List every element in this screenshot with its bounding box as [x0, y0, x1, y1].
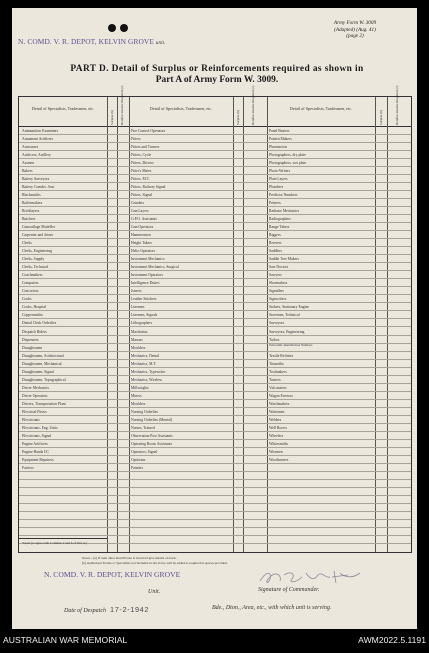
- specialist-name: Painters: [131, 465, 144, 470]
- note-b: (b) Authorised Trades or Specialists not included in list above will be added as required in spaces provided.: [82, 561, 228, 566]
- specialist-name: Riggers: [269, 233, 281, 238]
- specialist-name: Artificers, Artillery: [22, 153, 51, 158]
- reinf-header-1: Reinforcements Required (c): [120, 85, 124, 125]
- reinf-header-3: Reinforcements Required (c): [395, 85, 399, 125]
- specialist-name: Coachmakers: [22, 273, 43, 278]
- table-header-cell: [117, 85, 129, 127]
- specialist-name: Observation Post Assistants: [131, 433, 173, 438]
- despatch-label: Date of Despatch: [64, 608, 106, 614]
- specialist-name: Stokers, Stationary Engine: [269, 305, 310, 310]
- table-row: [19, 143, 411, 151]
- specialist-name: Gun Layers: [131, 209, 149, 214]
- table-row: [19, 319, 411, 327]
- specialist-name: Woodturners: [269, 457, 289, 462]
- table-row: [19, 199, 411, 207]
- totals-row: [19, 538, 107, 552]
- table-row: [19, 512, 411, 520]
- specialist-name: Armourers: [22, 145, 39, 150]
- table-row: [19, 416, 411, 424]
- specialist-name: Turners: [269, 377, 281, 382]
- specialist-name: Nurses, Trained: [131, 425, 155, 430]
- table-row: [19, 456, 411, 464]
- table-row: [19, 295, 411, 303]
- specialist-name: Storemen, Technical: [269, 313, 300, 318]
- specialist-name: Helio Operators: [131, 249, 156, 254]
- table-row: [19, 448, 411, 456]
- specialist-name: Radiographers: [269, 217, 291, 222]
- specialist-name: Draughtsmen: [22, 345, 43, 350]
- table-row: [19, 239, 411, 247]
- specialist-name: Saddle Tree Makers: [269, 257, 299, 262]
- specialist-name: Despatch Riders: [22, 329, 47, 334]
- specialist-name: Fitters, Drivers: [131, 161, 154, 166]
- specialist-name: Signwriters: [269, 297, 287, 302]
- specialist-name: Clerks, Technical: [22, 265, 49, 270]
- specialist-name: Driver Mechanics: [22, 385, 49, 390]
- specialist-name: Operators, Signal: [131, 449, 158, 454]
- form-title-line1: PART D. Detail of Surplus or Reinforcements required as shown in: [70, 64, 364, 74]
- table-row: [19, 263, 411, 271]
- specialist-name: Machinists: [131, 329, 148, 334]
- specialist-name: Telecomm. Identification Numbers: [269, 343, 313, 347]
- table-header-cell: [243, 85, 267, 127]
- table-row: [19, 287, 411, 295]
- form-page: [12, 8, 417, 629]
- specialist-name: Electrical Fitters: [22, 409, 47, 414]
- table-row: [19, 231, 411, 239]
- table-row: [19, 472, 411, 480]
- specialist-name: Textile Refitters: [269, 353, 294, 358]
- specialist-name: Surveyors, Engineering: [269, 329, 305, 334]
- specialist-name: Bricklayers: [22, 209, 40, 214]
- specialist-name: Draughtsmen, Signal: [22, 369, 54, 374]
- specialist-name: Lithographers: [131, 321, 153, 326]
- specialist-name: Wheelers: [269, 433, 284, 438]
- specialist-name: Carpenter and Joiner: [22, 233, 54, 238]
- surplus-header-1: Surplus (b): [110, 109, 114, 125]
- table-row: [19, 504, 411, 512]
- table-row: [19, 392, 411, 400]
- specialist-name: Watermen: [269, 409, 285, 414]
- table-row: [19, 432, 411, 440]
- specialist-name: Moulders: [131, 345, 146, 350]
- table-row: [19, 408, 411, 416]
- despatch-date-row: [64, 605, 149, 614]
- table-row: [19, 151, 411, 159]
- specialist-name: Fitters, Signal: [131, 193, 153, 198]
- specialist-name: G.P.O. Assistants: [131, 217, 157, 222]
- col-header-3: Detail of Specialists, Tradesmen, etc.: [289, 106, 353, 111]
- specialist-name: Fire Control Operators: [131, 129, 166, 133]
- specialist-name: Nursing Orderlies: [131, 409, 158, 414]
- specialist-name: Tinsmiths: [269, 361, 284, 366]
- specialist-name: Engine Artificers: [22, 441, 48, 446]
- table-row: [19, 496, 411, 504]
- specialist-name: Radiator Mechanics: [269, 209, 300, 214]
- table-row: [19, 223, 411, 231]
- specialist-name: Fitters, Cycle: [131, 153, 152, 158]
- surplus-header-3: Surplus (b): [379, 109, 383, 125]
- specialist-name: Ammunition Examiners: [22, 129, 59, 133]
- specialist-name: Concretors: [22, 289, 39, 294]
- table-row: [19, 271, 411, 279]
- specialist-name: Plate Layers: [269, 177, 288, 182]
- unit-stamp-bottom: N. COMD. V. R. DEPOT, KELVIN GROVE: [44, 570, 181, 579]
- form-title: [32, 64, 402, 86]
- table-row: [19, 279, 411, 287]
- table-row: [19, 215, 411, 223]
- table-row: [19, 159, 411, 167]
- caption-left: AUSTRALIAN WAR MEMORIAL: [3, 635, 128, 645]
- table-row: [19, 464, 411, 472]
- table-row: [19, 440, 411, 448]
- table-header-cell: [267, 97, 375, 127]
- table-row: [19, 480, 411, 488]
- specialist-name: Blacksmiths: [22, 193, 41, 198]
- specialist-name: Linemen, Signals: [131, 313, 158, 318]
- specialist-name: Mechanics, Wireless: [131, 377, 163, 382]
- specialist-name: Dental Clerk Orderlies: [22, 321, 57, 326]
- commander-signature: [256, 567, 366, 587]
- specialist-name: Mechanics, Dental: [131, 353, 160, 358]
- specialist-name: Equipment Repairers: [22, 457, 54, 462]
- table-row: [19, 400, 411, 408]
- table-header-cell: [375, 97, 387, 127]
- specialists-table: [18, 85, 412, 553]
- specialist-name: Clerks: [22, 241, 32, 246]
- table-row: [19, 311, 411, 319]
- specialist-name: Fitters, M.T.: [131, 177, 150, 182]
- signature-label: Signature of Commander.: [258, 587, 320, 593]
- table-header-cell: [387, 85, 411, 127]
- table-row: [19, 303, 411, 311]
- specialist-name: Computers: [22, 281, 39, 286]
- specialist-name: Fitters and Turners: [131, 145, 160, 150]
- form-reference: [319, 20, 391, 40]
- table-row: [19, 328, 411, 336]
- unit-stamp-top-suffix: unit.: [155, 41, 166, 46]
- specialist-name: Boilermakers: [22, 201, 43, 206]
- specialist-name: Pattern Makers: [269, 137, 292, 142]
- specialist-name: Battery Surveyors: [22, 177, 50, 182]
- specialist-name: Watchmakers: [269, 401, 290, 406]
- specialist-name: Predictor Numbers: [269, 193, 298, 198]
- specialist-name: Leather Stitchers: [131, 297, 157, 302]
- specialist-name: Linemen: [131, 305, 145, 310]
- specialist-name: Draughtsmen, Mechanical: [22, 361, 62, 366]
- specialist-name: Signallers: [269, 289, 284, 294]
- totals-label: Totals (to agree with Columns 2 and 6 of Part A.): [22, 541, 88, 545]
- specialist-name: Intelligence Duties: [131, 281, 160, 286]
- specialist-name: Draughtsmen, Topographical: [22, 377, 66, 382]
- specialist-name: Well Borers: [269, 425, 287, 430]
- specialist-name: Bakers: [22, 169, 33, 174]
- specialist-name: Photo-Writers: [269, 169, 291, 174]
- specialist-name: Plumbers: [269, 185, 284, 190]
- table-row: [19, 167, 411, 175]
- specialist-name: Grinders: [131, 201, 145, 206]
- table-row: [19, 247, 411, 255]
- specialist-name: Farriers: [22, 465, 34, 470]
- specialist-name: Opticians: [131, 457, 146, 462]
- table-row: [19, 384, 411, 392]
- table-row: [19, 255, 411, 263]
- specialist-name: Joiners: [131, 289, 142, 294]
- specialist-name: Driver Operators: [22, 393, 48, 398]
- specialist-name: Battery Comdrs. Asst.: [22, 185, 56, 190]
- note-a: Notes—(a) If rank other than Private is involved give details on back.: [82, 556, 177, 560]
- specialist-name: Photographers, dry plate: [269, 153, 306, 158]
- specialist-name: Hammermen: [131, 233, 151, 238]
- specialist-name: Panel Beaters: [269, 129, 290, 133]
- specialist-name: Armament Artificers: [22, 137, 54, 142]
- col-header-2: Detail of Specialists, Tradesmen, etc.: [149, 106, 213, 111]
- specialist-name: Butchers: [22, 217, 36, 222]
- punch-hole: [108, 24, 116, 32]
- specialist-name: Moulders: [131, 401, 146, 406]
- specialist-name: Masons: [131, 337, 143, 342]
- table-header-cell: [129, 97, 233, 127]
- specialist-name: Vulcanisers: [269, 385, 287, 390]
- specialist-name: Dispensers: [22, 337, 39, 342]
- table-row: [19, 352, 411, 360]
- specialist-name: Cooks: [22, 297, 32, 302]
- specialist-name: Photographers, wet plate: [269, 161, 307, 166]
- specialist-name: Surveyors: [269, 321, 285, 326]
- specialist-name: Electricians, Eng. Units: [22, 425, 58, 430]
- specialist-name: Electricians: [22, 417, 40, 422]
- table-row: [19, 336, 411, 344]
- table-row: [19, 368, 411, 376]
- specialist-name: Shoemakers: [269, 281, 288, 286]
- specialist-name: Pharmacists: [269, 145, 288, 150]
- specialist-name: Whitesmiths: [269, 441, 288, 446]
- specialist-name: Instrument Mechanics: [131, 257, 165, 262]
- table-row: [19, 344, 411, 352]
- table-row: [19, 488, 411, 496]
- specialist-name: Saddlers: [269, 249, 282, 254]
- table-row: [19, 127, 411, 135]
- specialist-name: Toolmakers: [269, 369, 287, 374]
- col-header-1: Detail of Specialists, Tradesmen, etc.: [31, 106, 95, 111]
- unit-stamp-top-text: N. COMD. V. R. DEPOT, KELVIN GROVE: [18, 37, 154, 46]
- specialist-name: Camouflage Modeller: [22, 225, 56, 230]
- specialist-name: Range Takers: [269, 225, 290, 230]
- specialist-name: Miners: [131, 393, 142, 398]
- form-ref-line2: (Adapted) (Aug. 41): [334, 26, 376, 33]
- table-row: [19, 520, 411, 528]
- specialist-name: Draughtsmen, Architectural: [22, 353, 64, 358]
- brigade-label: Bde., Dton., Area, etc., with which unit is serving.: [212, 605, 332, 611]
- specialist-name: Instrument Operators: [131, 273, 163, 278]
- specialist-name: Millwrights: [131, 385, 149, 390]
- specialist-name: Clerks, Supply: [22, 257, 45, 262]
- reinf-header-2: Reinforcements Required (c): [251, 85, 255, 125]
- specialist-name: Engine Hands I/C: [22, 449, 49, 454]
- despatch-date: 17-2-1942: [110, 605, 150, 614]
- table-row: [19, 424, 411, 432]
- table-header-cell: [107, 97, 117, 127]
- form-title-line2: Part A of Army Form W. 3009.: [155, 75, 279, 85]
- table-row: [19, 376, 411, 384]
- specialist-name: Gun Operators: [131, 225, 154, 230]
- specialist-name: Assmen: [22, 161, 35, 166]
- specialist-name: Wiremen: [269, 449, 283, 454]
- table-row: [19, 183, 411, 191]
- specialist-name: Clerks, Engineering: [22, 249, 52, 254]
- table-row: [19, 207, 411, 215]
- specialist-name: Instrument Mechanics, Surgical: [131, 265, 179, 270]
- form-notes: [82, 556, 228, 566]
- specialist-name: Welders: [269, 417, 282, 422]
- table-row: [19, 191, 411, 199]
- form-ref-line1: Army Form W. 3009: [333, 20, 377, 26]
- specialist-name: Electricians, Signal: [22, 433, 52, 438]
- table-row: [19, 135, 411, 143]
- table-row: [19, 175, 411, 183]
- specialist-name: Printers: [269, 201, 281, 206]
- specialist-name: Mechanics, Typewriter: [131, 369, 166, 374]
- specialist-name: Riveters: [269, 241, 282, 246]
- specialist-name: Fitters: [131, 137, 141, 142]
- specialist-name: Sawyers: [269, 273, 282, 278]
- specialist-name: Tailors: [269, 337, 280, 342]
- table-row: [19, 360, 411, 368]
- unit-stamp-top: [18, 37, 165, 46]
- specialist-name: Fitter's Mates: [131, 169, 152, 174]
- specialist-name: Mechanics, M.T.: [131, 361, 157, 366]
- unit-label: Unit.: [148, 589, 161, 595]
- specialist-name: Drivers, Transportation Plant: [22, 401, 66, 406]
- specialist-name: Coppersmiths: [22, 313, 43, 318]
- specialist-name: Cooks, Hospital: [22, 305, 47, 310]
- table-row: [19, 528, 411, 536]
- specialist-name: Height Takers: [131, 241, 153, 246]
- punch-hole: [120, 24, 128, 32]
- specialist-name: Operating Room Assistants: [131, 441, 173, 446]
- table-header-cell: [19, 97, 107, 127]
- caption-right: AWM2022.5.1191: [358, 635, 426, 645]
- specialist-name: Wagon Erectors: [269, 393, 293, 398]
- specialist-name: Fitters, Railway Signal: [131, 185, 166, 190]
- table-header-cell: [233, 97, 243, 127]
- specialist-name: Saw Doctors: [269, 265, 289, 270]
- specialist-name: Nursing Orderlies (Mental): [131, 417, 173, 422]
- surplus-header-2: Surplus (b): [236, 109, 240, 125]
- form-ref-line3: (page 2): [346, 33, 364, 39]
